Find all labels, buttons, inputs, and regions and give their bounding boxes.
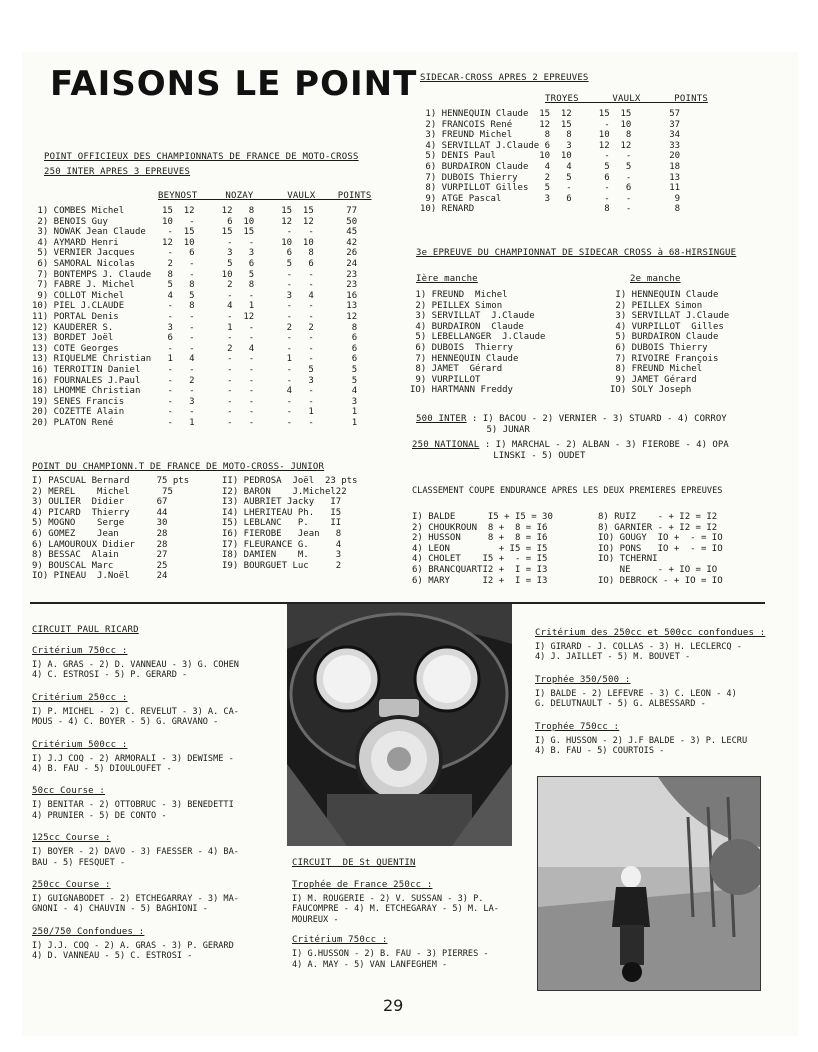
list-item: 8) BESSAC Alain 27 bbox=[32, 550, 168, 561]
list-item: 4) CHOLET I5 + - = I5 bbox=[412, 554, 548, 565]
table-row: 12) KAUDERER S. 3 - 1 - 2 2 8 bbox=[32, 322, 358, 333]
endurance-heading: CLASSEMENT COUPE ENDURANCE APRES LES DEUX PREMIERES EPREUVES bbox=[412, 486, 723, 496]
list-item: I8) DAMIEN M. 3 bbox=[222, 550, 342, 561]
rider-photo-image bbox=[538, 777, 760, 990]
list-item: 6) DUBOIS Thierry bbox=[610, 342, 708, 353]
list-item: I) PASCUAL Bernard 75 pts bbox=[32, 476, 190, 486]
list-item: 8) RUIZ - + I2 = I2 bbox=[598, 512, 718, 522]
list-item: IO) SOLY Joseph bbox=[610, 385, 692, 396]
table-row: 20) COZETTE Alain - - - - - 1 1 bbox=[32, 407, 358, 418]
table-row: 19) SENES Francis - 3 - - - - 3 bbox=[32, 396, 358, 407]
inter250-subheading: 250 INTER APRES 3 EPREUVES bbox=[44, 167, 191, 177]
table-row: 5) VERNIER Jacques - 6 3 3 6 8 26 bbox=[32, 248, 358, 259]
list-item: I7) FLEURANCE G. 4 bbox=[222, 539, 342, 550]
list-item: 2) HUSSON 8 + 8 = I6 bbox=[412, 533, 548, 544]
table-row: 6) BURDAIRON Claude 4 4 5 5 18 bbox=[420, 161, 681, 172]
result-section-text: I) P. MICHEL - 2) C. REVELUT - 3) A. CA- MOUS - 4) C. BOYER - 5) G. GRAVANO - bbox=[32, 706, 239, 728]
result-section bbox=[32, 833, 239, 868]
sidecar-heading: SIDECAR-CROSS APRES 2 EPREUVES bbox=[420, 73, 589, 83]
table-row: 2) FRANCOIS René 12 15 - 10 37 bbox=[420, 119, 681, 130]
list-item: 1) FREUND Michel bbox=[410, 290, 508, 300]
result-section-text: I) G. HUSSON - 2) J.F BALDE - 3) P. LECRU 4) B. FAU - 5) COURTOIS - bbox=[535, 735, 748, 757]
list-item: I3) AUBRIET Jacky I7 bbox=[222, 497, 342, 508]
list-item: 4) LEON + I5 = I5 bbox=[412, 543, 548, 554]
table-row: 10) RENARD 8 - 8 bbox=[420, 204, 681, 215]
manche2-list bbox=[610, 290, 729, 396]
list-item: 9) JAMET Gérard bbox=[610, 374, 697, 385]
table-row: 13) RIQUELME Christian 1 4 - - 1 - 6 bbox=[32, 354, 358, 365]
inter500-text: : I) BACOU - 2) VERNIER - 3) STUARD - 4) CORROY 5) JUNAR bbox=[471, 414, 727, 435]
inter250-columns: BEYNOST NOZAY VAULX POINTS bbox=[158, 191, 372, 201]
table-row: 1) COMBES Michel 15 12 12 8 15 15 77 bbox=[32, 206, 358, 216]
result-section bbox=[535, 628, 765, 663]
table-row: 11) PORTAL Denis - - - 12 - - 12 bbox=[32, 311, 358, 322]
result-section-label: Trophée 750cc : bbox=[535, 721, 620, 732]
result-section-text: I) J.J. COQ - 2) A. GRAS - 3) P. GERARD 4) D. VANNEAU - 5) C. ESTROSI - bbox=[32, 940, 234, 962]
table-row: 20) PLATON René - 1 - - - - 1 bbox=[32, 417, 358, 428]
table-row: 6) SAMORAL Nicolas 2 - 5 6 5 6 24 bbox=[32, 258, 358, 269]
national250-label: 250 NATIONAL bbox=[412, 440, 480, 450]
table-row: 16) TERROITIN Daniel - - - - - 5 5 bbox=[32, 364, 358, 375]
list-item: IO) HARTMANN Freddy bbox=[410, 385, 513, 396]
result-section-text: I) BOYER - 2) DAVO - 3) FAESSER - 4) BA- BAU - 5) FESQUET - bbox=[32, 847, 239, 868]
list-item: 6) DUBOIS Thierry bbox=[410, 342, 513, 353]
table-row: 9) COLLOT Michel 4 5 - - 3 4 16 bbox=[32, 290, 358, 301]
st-quentin-heading: CIRCUIT DE St QUENTIN bbox=[292, 858, 416, 868]
list-item: I) BALDE I5 + I5 = 30 bbox=[412, 512, 553, 522]
table-row: 9) ATGE Pascal 3 6 - - 9 bbox=[420, 193, 681, 204]
list-item: I2) BARON J.Michel22 bbox=[222, 486, 347, 497]
sidecar-table bbox=[420, 109, 680, 215]
national250-block bbox=[412, 440, 729, 461]
list-item: 2) PEILLEX Simon bbox=[610, 300, 703, 311]
table-row: 1) HENNEQUIN Claude 15 12 15 15 57 bbox=[420, 109, 681, 119]
dashboard-photo-image bbox=[287, 604, 512, 846]
list-item: I5) LEBLANC P. II bbox=[222, 518, 342, 529]
result-section bbox=[32, 740, 239, 775]
result-section-text: I) A. GRAS - 2) D. VANNEAU - 3) G. COHEN 4) C. ESTROSI - 5) P. GERARD - bbox=[32, 660, 239, 681]
list-item: 5) LEBELLANGER J.Claude bbox=[410, 332, 546, 343]
endurance-left-list bbox=[412, 512, 553, 586]
list-item: 5) BURDAIRON Claude bbox=[610, 332, 719, 343]
junior-right-list bbox=[222, 476, 357, 571]
list-item: 5) MOGNO Serge 30 bbox=[32, 518, 168, 529]
list-item: 8) FREUND Michel bbox=[610, 364, 703, 375]
inter250-table bbox=[32, 206, 357, 428]
result-section bbox=[32, 786, 239, 821]
list-item: II) PEDROSA Joël 23 pts bbox=[222, 476, 358, 486]
result-section-label: Critérium 750cc : bbox=[32, 646, 128, 656]
result-section-text: I) GUIGNABODET - 2) ETCHEGARRAY - 3) MA- GNONI - 4) CHAUVIN - 5) BAGHIONI - bbox=[32, 894, 239, 915]
table-row: 13) BORDET Joël 6 - - - - - 6 bbox=[32, 333, 358, 344]
paul-ricard-results bbox=[32, 646, 239, 974]
result-section-label: Trophée de France 250cc : bbox=[292, 880, 433, 890]
manche2-label: 2e manche bbox=[630, 274, 681, 284]
list-item: 2) CHOUKROUN 8 + 8 = I6 bbox=[412, 522, 548, 533]
manche1-label: Ière manche bbox=[416, 274, 478, 284]
list-item: 3) OULIER Didier 67 bbox=[32, 497, 168, 508]
junior-left-list bbox=[32, 476, 189, 582]
result-section-text: I) M. ROUGERIE - 2) V. SUSSAN - 3) P. FAUCOMPRE - 4) M. ETCHEGARAY - 5) M. LA- MOUREUX - bbox=[292, 894, 499, 925]
result-section bbox=[292, 935, 499, 970]
right-column-results bbox=[535, 628, 765, 768]
result-section-label: 250cc Course : bbox=[32, 880, 111, 891]
table-row: 10) PIEL J.CLAUDE - 8 4 1 - - 13 bbox=[32, 301, 358, 312]
list-item: 2) PEILLEX Simon bbox=[410, 300, 503, 311]
result-section bbox=[535, 722, 765, 757]
list-item: 7) RIVOIRE François bbox=[610, 353, 719, 364]
result-section-text: I) J.J COQ - 2) ARMORALI - 3) DEWISME - 4) B. FAU - 5) DIOULOUFET - bbox=[32, 753, 234, 775]
list-item: 6) BRANCQUARTI2 + I = I3 bbox=[412, 564, 548, 575]
result-section-label: Trophée 350/500 : bbox=[535, 674, 631, 685]
manche1-list bbox=[410, 290, 545, 396]
result-section bbox=[32, 693, 239, 728]
list-item: I) HENNEQUIN Claude bbox=[610, 290, 719, 300]
inter500-label: 500 INTER bbox=[416, 414, 467, 424]
result-section-label: Critérium 250cc : bbox=[32, 692, 128, 703]
table-row: 2) BENOIS Guy 10 - 6 10 12 12 50 bbox=[32, 216, 358, 227]
result-section bbox=[32, 927, 239, 962]
list-item: 8) JAMET Gérard bbox=[410, 364, 503, 375]
result-section-label: 50cc Course : bbox=[32, 786, 106, 797]
national250-text: : I) MARCHAL - 2) ALBAN - 3) FIEROBE - 4) OPA LINSKI - 5) OUDET bbox=[484, 440, 729, 461]
inter250-heading: POINT OFFICIEUX DES CHAMPIONNATS DE FRANCE DE MOTO-CROSS bbox=[44, 152, 359, 162]
list-item: IO) PINEAU J.Noël 24 bbox=[32, 571, 168, 582]
page-title: FAISONS LE POINT bbox=[50, 64, 418, 104]
table-row: 7) FABRE J. Michel 5 8 2 8 - - 23 bbox=[32, 280, 358, 291]
result-section bbox=[32, 880, 239, 915]
rider-photo bbox=[537, 776, 761, 991]
list-item: 3) SERVILLAT J.Claude bbox=[410, 311, 535, 322]
junior-heading: POINT DU CHAMPIONN.T DE FRANCE DE MOTO-CROSS- JUNIOR bbox=[32, 462, 325, 472]
result-section-label: 125cc Course : bbox=[32, 833, 111, 844]
list-item: 2) MEREL Michel 75 bbox=[32, 486, 173, 497]
result-section-label: Critérium 750cc : bbox=[292, 935, 388, 946]
result-section-text: I) G.HUSSON - 2) B. FAU - 3) PIERRES - 4) A. MAY - 5) VAN LANFEGHEM - bbox=[292, 949, 489, 970]
inter500-block bbox=[416, 414, 727, 435]
list-item: I4) LHERITEAU Ph. I5 bbox=[222, 507, 342, 518]
page-number: 29 bbox=[383, 996, 404, 1015]
list-item: 7) HENNEQUIN Claude bbox=[410, 353, 519, 364]
st-quentin-results bbox=[292, 880, 499, 980]
table-row: 7) BONTEMPS J. Claude 8 - 10 5 - - 23 bbox=[32, 269, 358, 280]
table-row: 3) NOWAK Jean Claude - 15 15 15 - - 45 bbox=[32, 227, 358, 238]
table-row: 4) AYMARD Henri 12 10 - - 10 10 42 bbox=[32, 237, 358, 248]
list-item: 6) LAMOUROUX Didier 28 bbox=[32, 539, 168, 550]
list-item: IO) DEBROCK - + IO = IO bbox=[598, 575, 723, 586]
list-item: I6) FIEROBE Jean 8 bbox=[222, 528, 342, 539]
result-section bbox=[292, 880, 499, 925]
result-section-text: I) GIRARD - J. COLLAS - 3) H. LECLERCQ - 4) J. JAILLET - 5) M. BOUVET - bbox=[535, 642, 742, 663]
list-item: IO) TCHERNI bbox=[598, 554, 658, 565]
table-row: 16) FOURNALES J.Paul - 2 - - - 3 5 bbox=[32, 375, 358, 386]
list-item: 3) SERVILLAT J.Claude bbox=[610, 311, 730, 322]
sidecar-columns: TROYES VAULX POINTS bbox=[545, 94, 708, 104]
paul-ricard-heading: CIRCUIT PAUL RICARD bbox=[32, 625, 139, 635]
table-row: 13) COTE Georges - - 2 4 - - 6 bbox=[32, 343, 358, 354]
table-row: 18) LHOMME Christian - - - - 4 - 4 bbox=[32, 386, 358, 397]
table-row: 7) DUBOIS Thierry 2 5 6 - 13 bbox=[420, 172, 681, 183]
table-row: 5) DENIS Paul 10 10 - - 20 bbox=[420, 151, 681, 162]
list-item: 4) VURPILLOT Gilles bbox=[610, 321, 724, 332]
list-item: IO) PONS IO + - = IO bbox=[598, 543, 723, 554]
result-section-label: Critérium 500cc : bbox=[32, 739, 128, 750]
hirsingue-heading: 3e EPREUVE DU CHAMPIONNAT DE SIDECAR CROSS à 68-HIRSINGUE bbox=[416, 248, 737, 258]
result-section-text: I) BENITAR - 2) OTTOBRUC - 3) BENEDETTI 4) PRUNIER - 5) DE CONTO - bbox=[32, 800, 234, 821]
result-section-label: Critérium des 250cc et 500cc confondues : bbox=[535, 628, 766, 638]
list-item: 6) MARY I2 + I = I3 bbox=[412, 575, 548, 586]
list-item: 4) BURDAIRON Claude bbox=[410, 321, 524, 332]
list-item: IO) GOUGY IO + - = IO bbox=[598, 533, 723, 544]
table-row: 8) VURPILLOT Gilles 5 - - 6 11 bbox=[420, 183, 681, 194]
table-row: 4) SERVILLAT J.Claude 6 3 12 12 33 bbox=[420, 140, 681, 151]
list-item: 6) GOMEZ Jean 28 bbox=[32, 528, 168, 539]
list-item: NE - + IO = IO bbox=[598, 564, 718, 575]
list-item: 4) PICARD Thierry 44 bbox=[32, 507, 168, 518]
result-section bbox=[535, 675, 765, 710]
endurance-right-list bbox=[598, 512, 723, 586]
list-item: I9) BOURGUET Luc 2 bbox=[222, 560, 342, 571]
result-section-text: I) BALDE - 2) LEFEVRE - 3) C. LEON - 4) G. DELUTNAULT - 5) G. ALBESSARD - bbox=[535, 688, 737, 710]
table-row: 3) FREUND Michel 8 8 10 8 34 bbox=[420, 130, 681, 141]
list-item: 8) GARNIER - + I2 = I2 bbox=[598, 522, 718, 533]
dashboard-photo bbox=[287, 604, 512, 846]
list-item: 9) VURPILLOT bbox=[410, 374, 481, 385]
result-section bbox=[32, 646, 239, 681]
result-section-label: 250/750 Confondues : bbox=[32, 926, 145, 937]
list-item: 9) BOUSCAL Marc 25 bbox=[32, 560, 168, 571]
